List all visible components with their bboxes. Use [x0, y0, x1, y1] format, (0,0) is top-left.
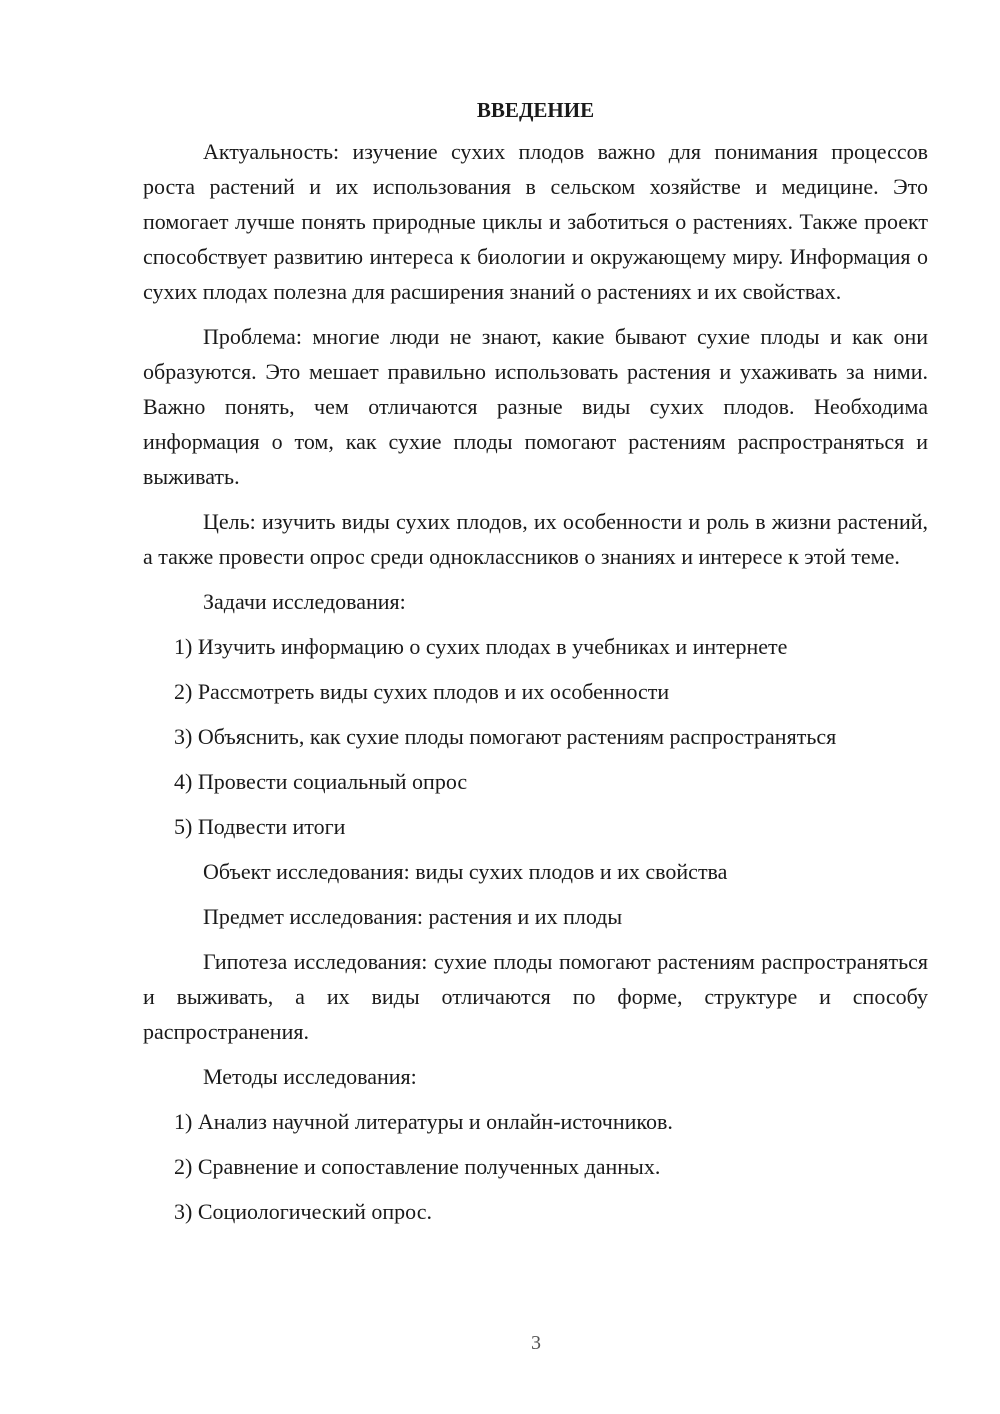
object-line: Объект исследования: виды сухих плодов и их свойства	[203, 859, 728, 884]
subject-line: Предмет исследования: растения и их плоды	[203, 904, 623, 929]
methods-heading: Методы исследования:	[203, 1064, 417, 1089]
problem-paragraph: Проблема: многие люди не знают, какие бывают сухие плоды и как они образуются. Это мешает правильно использовать растения и ухаживать за ними. Важно понять, чем отличаются разные виды сухих плодов. Необходима информация о том, как сухие плоды помогают растениям распространяться и выживать.	[143, 324, 928, 489]
page-number: 3	[531, 1332, 541, 1354]
list-item-method-1: 1) Анализ научной литературы и онлайн-источников.	[174, 1109, 673, 1134]
goal-paragraph: Цель: изучить виды сухих плодов, их особенности и роль в жизни растений, а также провести опрос среди одноклассников о знаниях и интересе к этой теме.	[143, 509, 928, 569]
document-page	[143, 95, 928, 1239]
list-item-task-3: 3) Объяснить, как сухие плоды помогают растениям распространяться	[174, 724, 837, 749]
list-item-task-2: 2) Рассмотреть виды сухих плодов и их особенности	[174, 679, 670, 704]
relevance-paragraph: Актуальность: изучение сухих плодов важно для понимания процессов роста растений и их использования в сельском хозяйстве и медицине. Это помогает лучше понять природные циклы и заботиться о растениях. Также проект способствует развитию интереса к биологии и окружающему миру. Информация о сухих плодах полезна для расширения знаний о растениях и их свойствах.	[143, 139, 928, 304]
list-item-task-5: 5) Подвести итоги	[174, 814, 346, 839]
list-item-task-1: 1) Изучить информацию о сухих плодах в учебниках и интернете	[174, 634, 788, 659]
methods-list	[143, 1104, 928, 1229]
tasks-list	[143, 629, 928, 844]
page-title: ВВЕДЕНИЕ	[476, 98, 595, 122]
tasks-heading: Задачи исследования:	[203, 589, 406, 614]
hypothesis-paragraph: Гипотеза исследования: сухие плоды помогают растениям распространяться и выживать, а их виды отличаются по форме, структуре и способу распространения.	[143, 949, 928, 1044]
list-item-method-2: 2) Сравнение и сопоставление полученных данных.	[174, 1154, 661, 1179]
list-item-task-4: 4) Провести социальный опрос	[174, 769, 468, 794]
list-item-method-3: 3) Социологический опрос.	[174, 1199, 432, 1224]
